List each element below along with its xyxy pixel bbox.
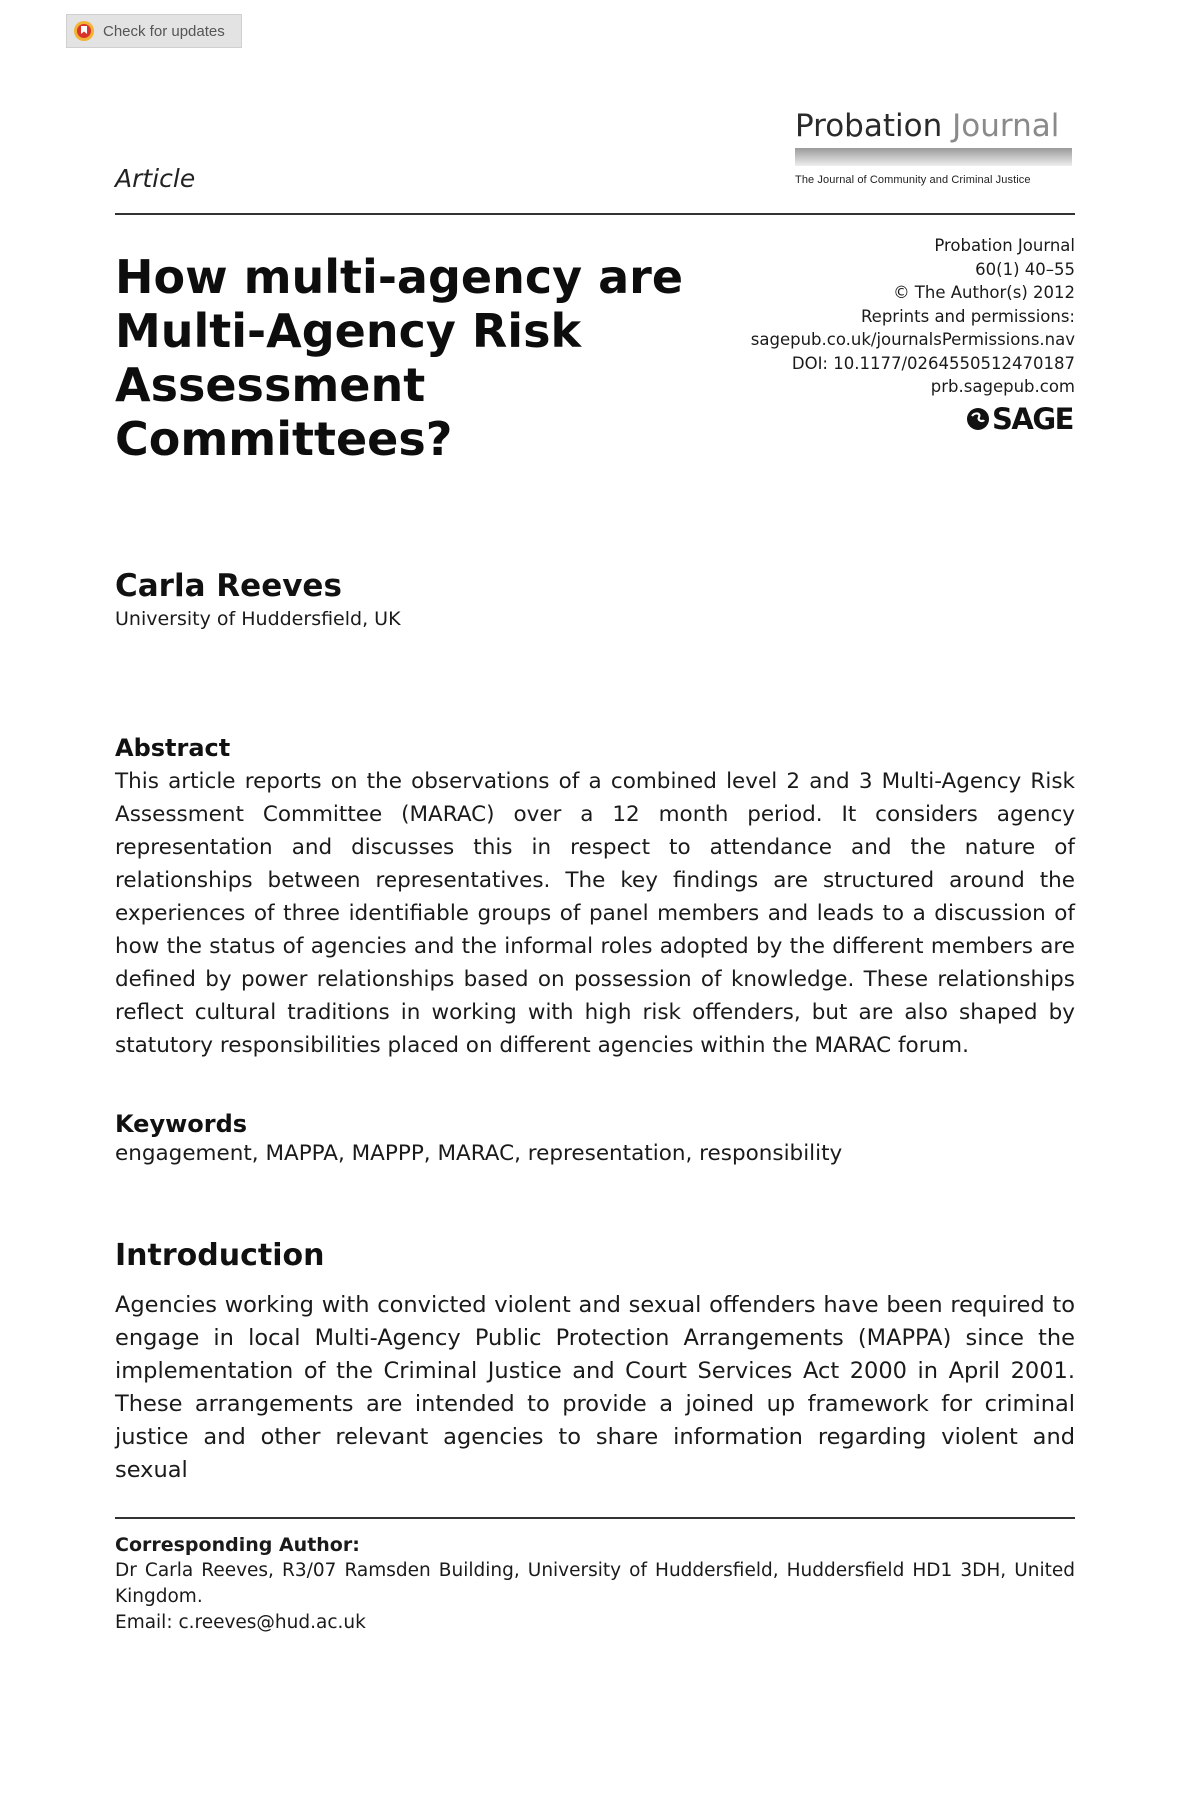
header-divider: [115, 213, 1075, 215]
sage-logo-text: SAGE: [992, 402, 1073, 436]
pub-doi[interactable]: DOI: 10.1177/0264550512470187: [791, 353, 1075, 373]
journal-logo: [795, 108, 1075, 186]
publication-metadata: [695, 234, 1075, 399]
check-for-updates-icon: [73, 20, 95, 42]
abstract-text: This article reports on the observations of a combined level 2 and 3 Multi-Agency Risk Assessment Committee (MARAC) over a 12 month period. It considers agency representation and discusses this in respect to attendance and the nature of relationships between representatives. The key findings are structured around the experiences of three identifiable groups of panel members and leads to a discussion of how the status of agencies and the informal roles adopted by the different members are defined by power relationships based on possession of knowledge. These relationships reflect cultural traditions in working with high risk offenders, but are also shaped by statutory responsibilities placed on different agencies within the MARAC forum.: [115, 769, 1075, 1058]
journal-logo-bar: [795, 148, 1072, 166]
abstract-heading: Abstract: [115, 734, 231, 762]
corresponding-author-block: [115, 1532, 1075, 1636]
pub-site-link[interactable]: prb.sagepub.com: [930, 377, 1075, 396]
journal-tagline: The Journal of Community and Criminal Justice: [795, 174, 1031, 186]
pub-journal-name: Probation Journal: [934, 236, 1075, 255]
pub-copyright: © The Author(s) 2012: [893, 283, 1075, 302]
check-for-updates-button[interactable]: [66, 14, 242, 48]
journal-name-light: Journal: [952, 108, 1060, 144]
corresponding-author-label: Corresponding Author:: [115, 1534, 360, 1556]
sage-swirl-icon: [966, 407, 990, 431]
article-title: How multi-agency are Multi-Agency Risk Assessment Committees?: [115, 250, 684, 466]
keywords-text: engagement, MAPPA, MAPPP, MARAC, representation, responsibility: [115, 1141, 843, 1166]
corresponding-author-address: Dr Carla Reeves, R3/07 Ramsden Building, University of Huddersfield, Huddersfield HD1 3DH, United Kingdom.: [115, 1560, 1075, 1607]
author-affiliation: University of Huddersfield, UK: [115, 608, 401, 630]
pub-volume-pages: 60(1) 40–55: [975, 259, 1075, 279]
pub-permissions-link[interactable]: sagepub.co.uk/journalsPermissions.nav: [750, 330, 1075, 349]
journal-name-dark: Probation: [795, 108, 943, 144]
check-for-updates-label: Check for updates: [103, 22, 225, 40]
journal-name: [795, 108, 1075, 144]
sage-publisher-logo: [966, 402, 1076, 436]
footnote-divider: [115, 1517, 1075, 1519]
introduction-heading: Introduction: [115, 1238, 325, 1273]
pub-reprints-label: Reprints and permissions:: [860, 306, 1075, 326]
introduction-text: Agencies working with convicted violent and sexual offenders have been required to engage in local Multi-Agency Public Protection Arrangements (MAPPA) since the implementation of the Criminal Justice and Court Services Act 2000 in April 2001. These arrangements are intended to provide a joined up framework for criminal justice and other relevant agencies to share information regarding violent and sexual: [115, 1292, 1075, 1483]
author-name: Carla Reeves: [115, 568, 342, 604]
article-type-label: Article: [115, 164, 196, 193]
keywords-heading: Keywords: [115, 1110, 248, 1138]
corresponding-author-email[interactable]: Email: c.reeves@hud.ac.uk: [115, 1612, 366, 1633]
